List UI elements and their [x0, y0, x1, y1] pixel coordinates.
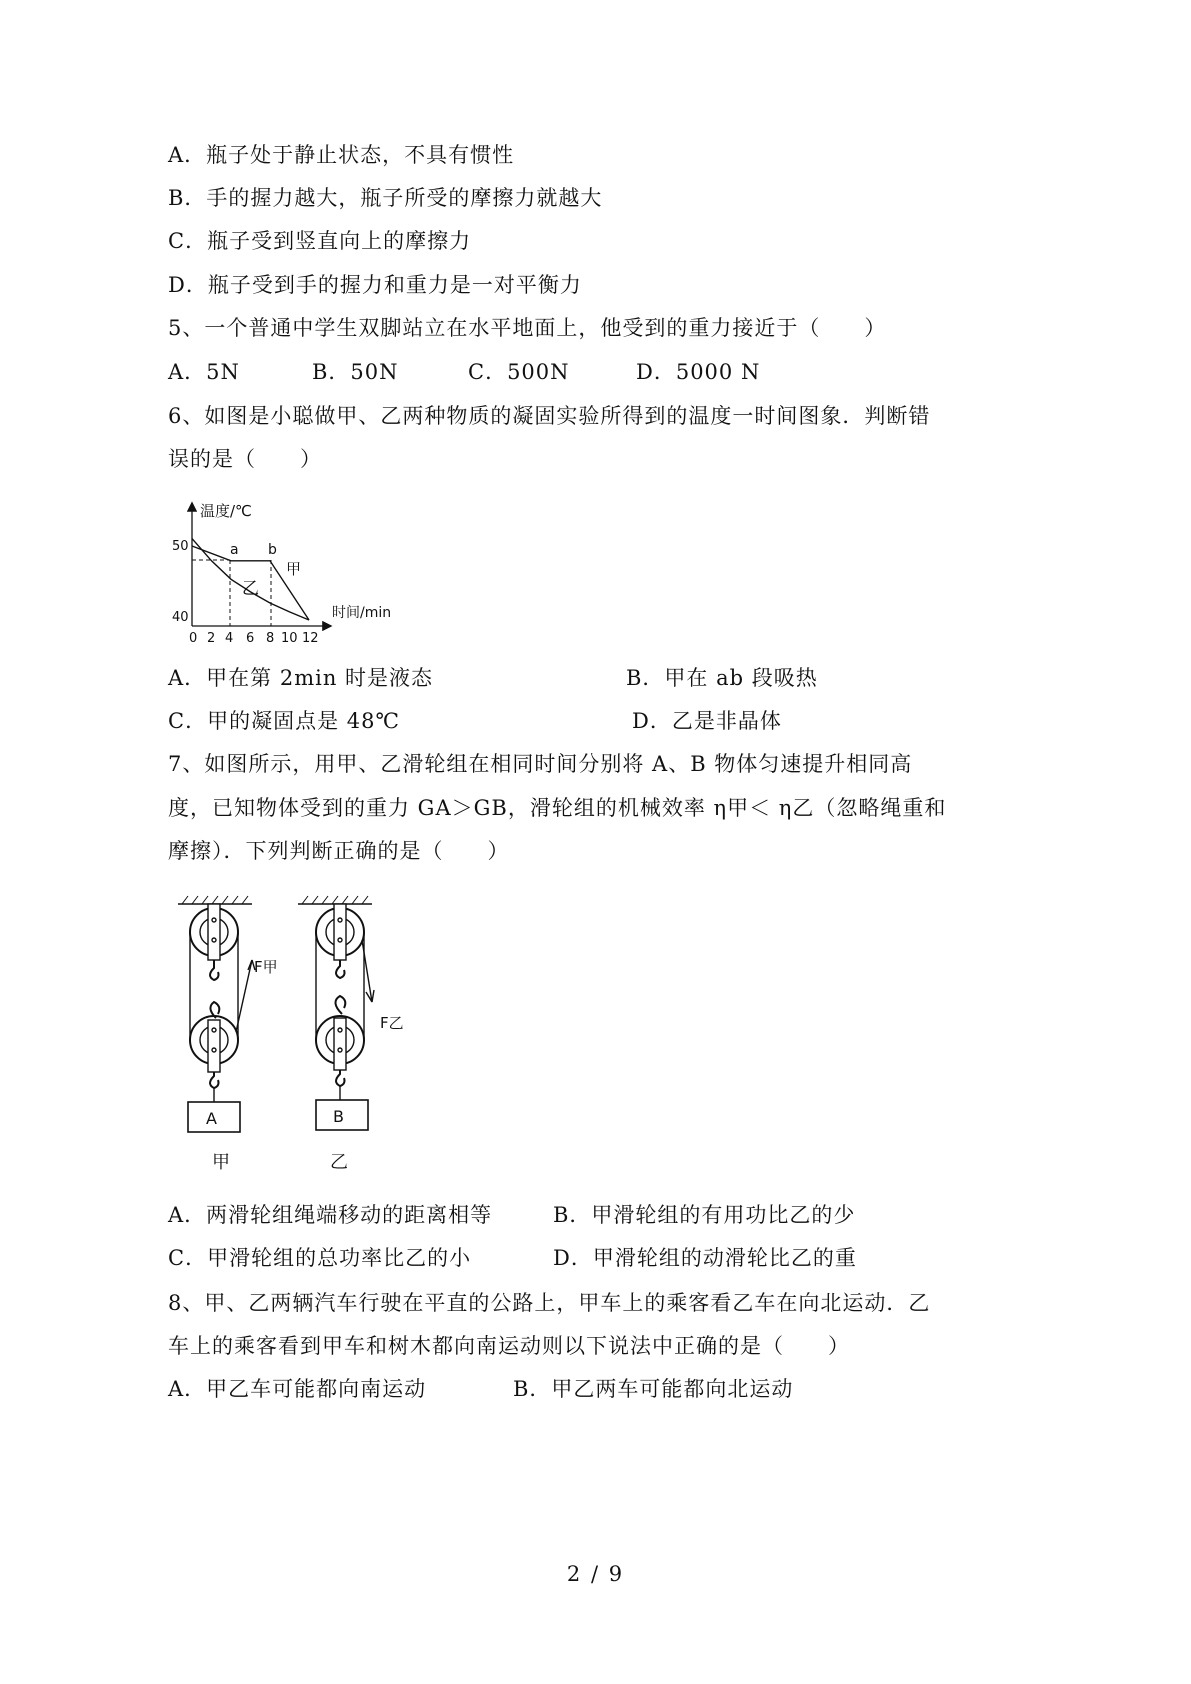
- q8-stem-line1: 8、甲、乙两辆汽车行驶在平直的公路上，甲车上的乘客看乙车在向北运动．乙: [168, 1291, 931, 1315]
- q7-stem-line3: 摩擦）．下列判断正确的是（ ）: [168, 839, 510, 863]
- pulley-system-jia: [178, 896, 255, 1132]
- q8-option-a: A．甲乙车可能都向南运动: [168, 1377, 427, 1401]
- x-tick-6: 6: [246, 631, 255, 646]
- series-jia-label: 甲: [286, 560, 302, 578]
- x-tick-12: 12: [302, 631, 319, 646]
- q4-option-c: C．瓶子受到竖直向上的摩擦力: [168, 229, 472, 253]
- q6-option-d: D．乙是非晶体: [632, 709, 782, 733]
- q5-option-c: C．500N: [468, 360, 570, 384]
- x-axis-label: 时间/min: [332, 605, 392, 621]
- q6-option-b: B．甲在 ab 段吸热: [626, 666, 818, 690]
- q6-stem-line2: 误的是（ ）: [168, 447, 322, 471]
- q6-stem-line1: 6、如图是小聪做甲、乙两种物质的凝固实验所得到的温度一时间图象．判断错: [168, 404, 931, 428]
- x-tick-8: 8: [266, 631, 275, 646]
- force-label-yi: F乙: [380, 1014, 404, 1032]
- point-label-b: b: [268, 542, 277, 558]
- y-tick-40: 40: [172, 610, 189, 625]
- temperature-time-chart: [168, 496, 408, 646]
- q4-option-d: D．瓶子受到手的握力和重力是一对平衡力: [168, 273, 582, 297]
- pulley-system-yi: [298, 896, 374, 1130]
- q7-option-a: A．两滑轮组绳端移动的距离相等: [168, 1203, 493, 1227]
- q7-stem-line2: 度，已知物体受到的重力 GA＞GB，滑轮组的机械效率 η甲＜ η乙（忽略绳重和: [168, 796, 947, 820]
- series-yi-label: 乙: [242, 579, 259, 599]
- caption-yi: 乙: [330, 1152, 348, 1173]
- force-label-jia: F甲: [254, 958, 278, 976]
- q7-option-c: C．甲滑轮组的总功率比乙的小: [168, 1246, 472, 1270]
- block-b-label: B: [333, 1107, 344, 1126]
- q4-option-b: B．手的握力越大，瓶子所受的摩擦力就越大: [168, 186, 603, 210]
- q7-option-d: D．甲滑轮组的动滑轮比乙的重: [553, 1246, 857, 1270]
- q6-option-a: A．甲在第 2min 时是液态: [168, 666, 434, 690]
- q8-option-b: B．甲乙两车可能都向北运动: [513, 1377, 794, 1401]
- q7-option-b: B．甲滑轮组的有用功比乙的少: [553, 1203, 856, 1227]
- x-tick-4: 4: [225, 631, 234, 646]
- block-a-label: A: [206, 1109, 217, 1128]
- q7-stem-line1: 7、如图所示，用甲、乙滑轮组在相同时间分别将 A、B 物体匀速提升相同高: [168, 752, 913, 776]
- page-number: 2 / 9: [566, 1562, 625, 1586]
- q5-stem: 5、一个普通中学生双脚站立在水平地面上，他受到的重力接近于（ ）: [168, 316, 887, 340]
- pulley-diagram: [168, 890, 428, 1180]
- q4-option-a: A．瓶子处于静止状态，不具有惯性: [168, 143, 515, 167]
- point-label-a: a: [230, 542, 239, 558]
- q5-option-a: A．5N: [168, 360, 240, 384]
- q5-option-d: D．5000 N: [636, 360, 761, 384]
- x-tick-0: 0: [189, 631, 198, 646]
- x-tick-2: 2: [207, 631, 216, 646]
- x-tick-10: 10: [281, 631, 298, 646]
- y-axis-label: 温度/℃: [200, 502, 252, 520]
- q6-option-c: C．甲的凝固点是 48℃: [168, 709, 400, 733]
- y-tick-50: 50: [172, 539, 189, 554]
- q8-stem-line2: 车上的乘客看到甲车和树木都向南运动则以下说法中正确的是（ ）: [168, 1334, 850, 1358]
- caption-jia: 甲: [212, 1152, 230, 1173]
- q5-option-b: B．50N: [312, 360, 399, 384]
